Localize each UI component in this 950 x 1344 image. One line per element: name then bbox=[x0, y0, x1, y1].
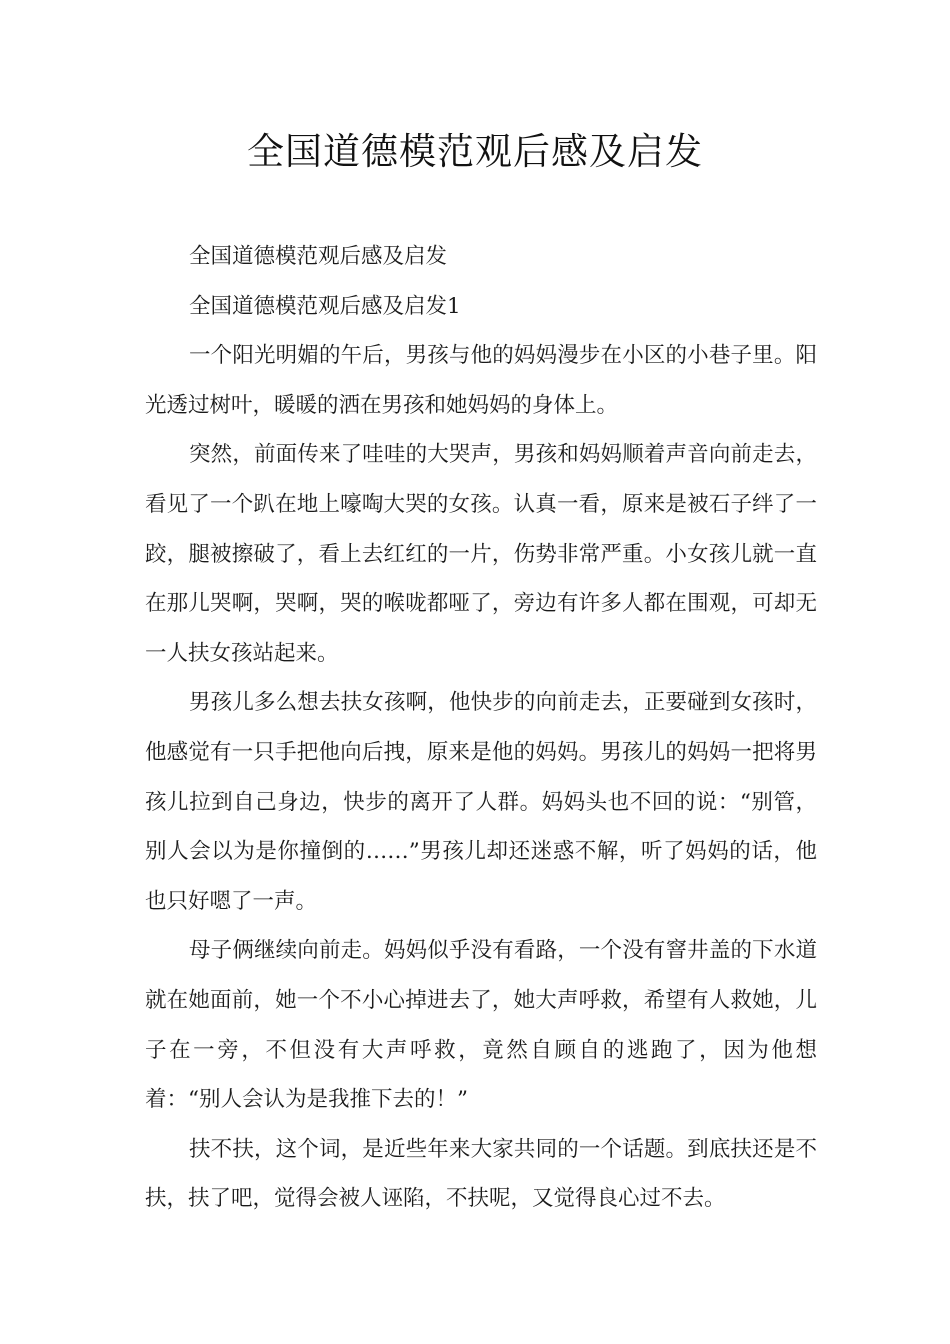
paragraph: 扶不扶，这个词，是近些年来大家共同的一个话题。到底扶还是不扶，扶了吧，觉得会被人诬陷，不扶呢，又觉得良心过不去。 bbox=[145, 1136, 817, 1212]
paragraph: 一个阳光明媚的午后，男孩与他的妈妈漫步在小区的小巷子里。阳光透过树叶，暖暖的洒在男孩和她妈妈的身体上。 bbox=[145, 343, 817, 418]
paragraph: 母子俩继续向前走。妈妈似乎没有看路，一个没有窨井盖的下水道就在她面前，她一个不小心掉进去了，她大声呼救，希望有人救她，儿子在一旁，不但没有大声呼救，竟然自顾自的逃跑了，因为他想着：“别人会认为是我推下去的！” bbox=[145, 938, 817, 1113]
document-title: 全国道德模范观后感及启发 bbox=[247, 130, 703, 173]
paragraph: 突然，前面传来了哇哇的大哭声，男孩和妈妈顺着声音向前走去，看见了一个趴在地上嚎啕大哭的女孩。认真一看，原来是被石子绊了一跤，腿被擦破了，看上去红红的一片，伤势非常严重。小女孩儿就一直在那儿哭啊，哭啊，哭的喉咙都哑了，旁边有许多人都在围观，可却无一人扶女孩站起来。 bbox=[145, 442, 817, 666]
paragraph: 男孩儿多么想去扶女孩啊，他快步的向前走去，正要碰到女孩时，他感觉有一只手把他向后拽，原来是他的妈妈。男孩儿的妈妈一把将男孩儿拉到自己身边，快步的离开了人群。妈妈头也不回的说：“别管，别人会以为是你撞倒的……”男孩儿却还迷惑不解，听了妈妈的话，他也只好嗯了一声。 bbox=[145, 690, 817, 914]
paragraph-section-heading: 全国道德模范观后感及启发1 bbox=[189, 293, 461, 319]
paragraph-subtitle: 全国道德模范观后感及启发 bbox=[189, 244, 448, 269]
document-body bbox=[145, 232, 817, 1224]
